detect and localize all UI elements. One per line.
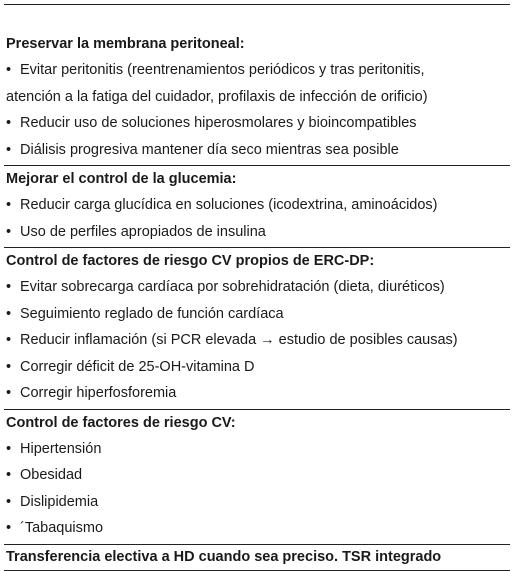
bullet-icon: •	[6, 467, 12, 483]
bullet-icon: •	[6, 358, 12, 375]
list-item: • Obesidad	[6, 462, 510, 489]
list-item: • Corregir hiperfosforemia	[6, 380, 510, 407]
section-title: Preservar la membrana peritoneal:	[6, 36, 245, 52]
table-footer-note: Transferencia electiva a HD cuando sea preciso. TSR integrado	[4, 545, 510, 571]
list-item: • Reducir carga glucídica en soluciones (icodextrina, aminoácidos)	[6, 192, 510, 219]
list-item: • Evitar sobrecarga cardíaca por sobrehidratación (dieta, diuréticos)	[6, 274, 510, 301]
list-item: • Seguimiento reglado de función cardíaca	[6, 301, 510, 328]
bullet-icon: •	[6, 279, 12, 295]
section-title: Control de factores de riesgo CV propios de ERC-DP:	[6, 253, 375, 269]
list-item: • Diálisis progresiva mantener día seco mientras sea posible	[6, 137, 510, 164]
bullet-icon: •	[6, 141, 12, 158]
list-item: • ´Tabaquismo	[6, 515, 510, 542]
section-cv-risk-general	[4, 410, 510, 545]
list-item: • Hipertensión	[6, 436, 510, 463]
list-item: • Reducir uso de soluciones hiperosmolares y bioincompatibles	[6, 110, 510, 137]
bullet-icon: •	[6, 440, 12, 457]
section-peritoneal-membrane	[4, 5, 510, 166]
section-title: Control de factores de riesgo CV:	[6, 414, 236, 431]
list-item: • Corregir déficit de 25-OH-vitamina D	[6, 354, 510, 381]
bullet-icon: •	[6, 223, 12, 240]
bullet-icon: •	[6, 62, 12, 78]
bullet-icon: •	[6, 305, 12, 322]
list-item: • Evitar peritonitis (reentrenamientos periódicos y tras peritonitis,	[6, 57, 510, 84]
section-cv-risk-erc-dp	[4, 248, 510, 410]
list-item-continuation: atención a la fatiga del cuidador, profilaxis de infección de orificio)	[6, 88, 428, 105]
list-item: • Dislipidemia	[6, 489, 510, 516]
bullet-icon: •	[6, 520, 12, 536]
bullet-icon: •	[6, 385, 12, 401]
list-item: • Reducir inflamación (si PCR elevada → estudio de posibles causas)	[6, 327, 510, 354]
bullet-icon: •	[6, 493, 12, 510]
list-item: • Uso de perfiles apropiados de insulina	[6, 219, 510, 246]
bullet-icon: •	[6, 332, 12, 348]
section-title: Mejorar el control de la glucemia:	[6, 171, 237, 187]
bullet-icon: •	[6, 115, 12, 131]
section-glycemia-control	[4, 166, 510, 248]
recommendations-table	[4, 0, 510, 571]
bullet-icon: •	[6, 197, 12, 213]
